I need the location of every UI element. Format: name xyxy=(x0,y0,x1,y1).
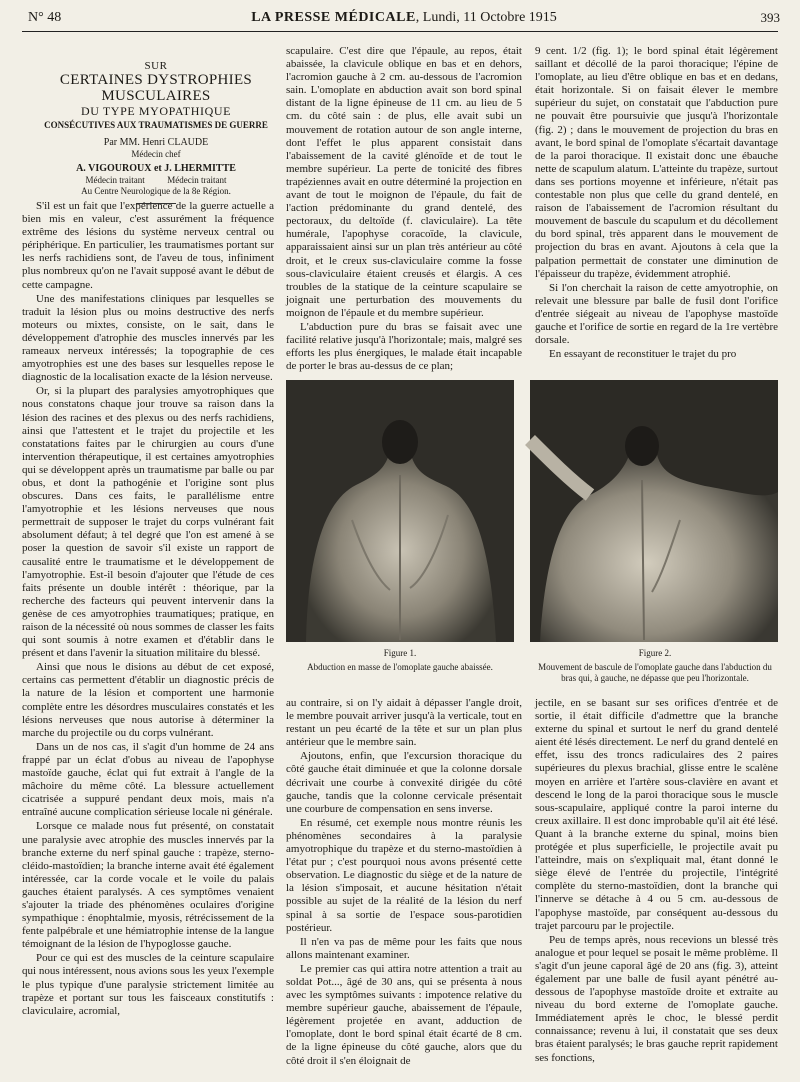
paragraph: En essayant de reconstituer le trajet du pro xyxy=(549,348,737,361)
coauthors: A. VIGOUROUX et J. LHERMITTE xyxy=(76,163,236,174)
header-rule xyxy=(22,31,778,32)
paragraph: L'abduction pure du bras se faisait avec une facilité relative jusqu'à l'horizontale; mais, malgré ses efforts les plus énergiques, le malade était incapable de porter le bras au-dessus de ce plan; xyxy=(286,320,522,373)
paragraph: Or, si la plupart des paralysies amyotrophiques que nous constatons chaque jour trouve sa raison dans la lésion des racines et des plexus ou des nerfs rachidiens, ainsi que l'attestent et le trajet du projectile et les constatations faites par le chirurgien au cours d'une intervention thérapeutique, il est certaines amyotrophies qui se développent après un traumatisme par balle ou par obus, et dont la pathogénie et l'origine sont plus obscures. Dans ces faits, le parallélisme entre l'amyotrophie et les lésions nerveuses que nous permettrait de supposer le trajet du corps vulnérant fait absolument défaut; à tel degré que l'on est amené à se poser la question de savoir s'il existe un rapport de causalité entre le traumatisme et le développement de l'amyotrophie. Est-il besoin d'ajouter que l'étude de ces faits présente un double intérêt : théorique, par la recherche des facteurs qui peuvent intervenir dans la genèse de ces amyotrophies traumatiques; pratique, en raison de la nécessité où nous sommes de classer les faits qui sont soumis à notre examen et d'établir dans le présent et dans l'avenir la situation militaire du blessé. xyxy=(22,385,274,660)
paragraph: Si l'on cherchait la raison de cette amyotrophie, on relevait une blessure par balle de fusil dont l'orifice d'entrée siégeait au niveau de l'apophyse mastoïde gauche et l'orifice de sortie en regard de la 1re vertèbre dorsale. xyxy=(535,281,778,347)
paragraph: Ajoutons, enfin, que l'excursion thoracique du côté gauche était diminuée et que la colonne dorsale décrivait une courbe à convexité dirigée du côté gauche, tandis que la colonne cervicale présentait une courbure de compensation en sens inverse. xyxy=(286,750,522,815)
title-sur: SUR xyxy=(144,60,168,72)
journal-line xyxy=(28,10,780,26)
figure-2-label: Figure 2. xyxy=(638,648,672,658)
figure-1-back-photo xyxy=(286,380,514,642)
paragraph: En résumé, cet exemple nous montre réunis les phénomènes secondaires à la paralysie amyotrophique du trapèze et du sterno-mastoïdien à l'état pur ; c'est pourquoi nous avons présenté cette observation. Le diagnostic du siège et de la nature de la lésion s'imposait, et aucune hésitation n'était possible au sujet de la réalité de la lésion du nerf spinal à sa sortie de l'espace sous-parotidien postérieur. xyxy=(286,816,522,934)
figure-2-photo xyxy=(530,380,778,642)
column-3-top xyxy=(535,45,778,363)
article-subtitle: DU TYPE MYOPATHIQUE xyxy=(80,104,232,118)
figure-2-back-photo xyxy=(530,380,778,642)
column-2-bottom xyxy=(286,697,522,1072)
issue-date: , Lundi, 11 Octobre 1915 xyxy=(415,10,557,25)
paragraph: Pour ce qui est des muscles de la ceinture scapulaire qui nous intéressent, nous avions sous les yeux l'exemple le plus typique d'une paralysie strictement limitée au trapèze et portant sur tous les faisceaux constitutifs : claviculaire, acromial, xyxy=(22,952,274,1017)
journal-title: LA PRESSE MÉDICALE xyxy=(251,10,416,25)
figure-1-label: Figure 1. xyxy=(383,648,417,658)
paragraph: Le premier cas qui attira notre attention a trait au soldat Pot..., âgé de 30 ans, qui se présenta à nous avec les symptômes suivants : impotence relative du membre supérieur gauche, abaissement de l'épaule, légèrement projetée en avant, adduction de l'omoplate, dont le bord spinal était écarté de 8 cm. de la ligne épineuse du côté gauche, alors que du côté droit il s'en éloignait de xyxy=(286,962,522,1067)
paragraph: jectile, en se basant sur ses orifices d'entrée et de sortie, il était difficile d'admettre que la branche externe du spinal et surtout le nerf du grand dentelé aient été lésés directement. Le nerf du grand dentelé en effet, issu des troncs radiculaires des 2 paires supérieures du plexus brachial, glisse entre le scalène moyen en arrière et l'artère sous-clavière en avant et descend le long de la paroi thoracique sous le muscle sous-scapulaire, appliqué contre la paroi interne du creux axillaire. Il est donc improbable qu'il ait été lésé. Quant à la branche externe du spinal, moins bien protégée et plus superficielle, le projectile avait pu l'atteindre, mais on s'expliquait mal, étant donné le siège élevé de l'entrée du projectile, l'intégrité complète du sterno-mastoïdien, dont la branche qui l'innerve se détache à 4 ou 5 cm. au-dessous de l'apophyse mastoïde, par conséquent au-dessous du trajet parcouru par le projectile. xyxy=(535,697,778,932)
article-title-block xyxy=(40,60,272,204)
paragraph: scapulaire. C'est dire que l'épaule, au repos, était abaissée, la clavicule oblique en bas et en dehors, l'acromion gauche à 2 cm. au-dessous de l'acromion sain. L'omoplate en abduction avait son bord spinal distant de la ligne épineuse de 11 cm. au lieu de 5 cm. du côté sain : de plus, elle avait subi un mouvement de rotation autour de son angle interne, dont l'effet le plus apparent consistait dans l'abaissement de la cavité glénoïde et de tout le membre supérieur. La perte de tonicité des fibres trapéziennes avait en outre déterminé la projection en avant de tout le moignon de l'épaule, du fait de l'action prédominante du grand dentelé, des pectoraux, du deltoïde (f. claviculaire). La tête humérale, l'apophyse coracoïde, la clavicule, apparaissaient ainsi sur un plan très antérieur au côté droit, et le creux sus-claviculaire comme la fosse sous-claviculaire étaient creusés et élargis. A ces troubles de la statique de la ceinture scapulaire se joignait une perturbation des mouvements du moignon de l'épaule et du membre supérieur. xyxy=(286,45,522,319)
affiliation: Au Centre Neurologique de la 8e Région. xyxy=(81,186,231,196)
paragraph: Dans un de nos cas, il s'agit d'un homme de 24 ans frappé par un éclat d'obus au niveau de l'apophyse mastoïde gauche, éclat qui fut extrait à l'angle de la mâchoire du même côté. La blessure actuellement cicatrisée a suppuré pendant deux mois, mais n'a entraîné aucune complication sérieuse locale ni générale. xyxy=(22,740,274,819)
paragraph: S'il est un fait que l'expérience de la guerre actuelle a bien mis en valeur, c'est assurément la fréquence extrême des lésions du système nerveux central ou périphérique. En particulier, les traumatismes portant sur les nerfs rachidiens sont, de l'aveu de tous, infiniment plus nombreux qu'on ne l'avait supposé avant le début de cette campagne. xyxy=(22,200,274,291)
paragraph: Peu de temps après, nous recevions un blessé très analogue et pour lequel se posait le même problème. Il s'agit d'un jeune caporal âgé de 20 ans (fig. 3), atteint également par une balle de fusil ayant pénétré au-dessous de l'apophyse mastoïde droite et extraite au niveau du bord externe de l'omoplate gauche. Immédiatement après le choc, le blessé perdit connaissance; revenu à lui, il constatait que ses deux bras étaient paralysés; le bras gauche reprit rapidement ses fonctions, xyxy=(535,933,778,1064)
paragraph: 9 cent. 1/2 (fig. 1); le bord spinal était légèrement saillant et décollé de la paroi thoracique; l'épine de l'omoplate, au lieu d'être oblique en bas et en dedans, était horizontale. Si on faisait élever le membre supérieur du sujet, on constatait que l'abduction pure ne pouvait être poursuivie que jusqu'à l'horizontale (fig. 2) ; dans le mouvement de projection du bras en avant, le bord spinal de l'omoplate s'écartait davantage de la paroi thoracique. Il existait donc une ébauche nette de scapulum alatum. L'atteinte du trapèze, surtout dans ses portions moyenne et inférieure, n'était pas contestable non plus que celle du grand dentelé, en raison de l'abaissement de l'acromion résultant du mouvement de bascule du scapulum et du décollement du bord spinal, très apparent dans le mouvement de projection du bras en avant. Ajoutons à cela que la palpation permettait de constater une diminution de l'épaisseur du trapèze, évidemment atrophié. xyxy=(535,45,778,280)
page-number: 393 xyxy=(760,10,780,25)
paragraph: Lorsque ce malade nous fut présenté, on constatait une paralysie avec atrophie des muscles innervés par la branche externe du nerf spinal gauche : trapèze, sterno-cléido-mastoïdien; la branche interne avait été également intéressée, car la corde vocale et le voile du palais gauches étaient paralysés. A ces symptômes venaient s'ajouter la triade des phénomènes oculaires d'origine sympathique : énophtalmie, myosis, rétrécissement de la fente palpébrale et une hémiatrophie intense de la langue témoignant de la lésion de l'hypoglosse gauche. xyxy=(22,820,274,951)
paragraph: Il n'en va pas de même pour les faits que nous allons maintenant examiner. xyxy=(286,935,522,961)
figure-1-caption xyxy=(286,648,514,673)
page-header xyxy=(28,10,780,30)
paragraph: Une des manifestations cliniques par lesquelles se traduit la lésion plus ou moins destructive des nerfs moteurs ou mixtes, consiste, on le sait, dans le développement d'atrophie des muscles innervés par les rameaux nerveux intéressés; la topographie de ces amyotrophies est une des bases sur lesquelles repose le diagnostic de la localisation exacte de la lésion nerveuse. xyxy=(22,292,274,384)
author-role: Médecin chef xyxy=(131,149,181,159)
paragraph: au contraire, si on l'y aidait à dépasser l'angle droit, le membre pouvait arriver jusqu'à la verticale, tout en restant un peu écarté de la tête et sur un plan plus antérieur que le membre sain. xyxy=(286,697,522,749)
column-2-top xyxy=(286,45,522,373)
figure-2-caption xyxy=(530,648,780,684)
figure-1-photo xyxy=(286,380,514,642)
column-1 xyxy=(22,200,274,1070)
article-title: CERTAINES DYSTROPHIES MUSCULAIRES xyxy=(59,72,253,104)
paragraph: Ainsi que nous le disions au début de cet exposé, certains cas permettent d'établir un diagnostic précis de la nature de la lésion et comportent une harmonie complète entre les désordres musculaires constatés et les lésions nerveuses que nous autorise à déterminer la marche du projectile ou du corps vulnérant. xyxy=(22,661,274,739)
issue-number: N° 48 xyxy=(28,10,62,25)
figure-1-caption-text: Abduction en masse de l'omoplate gauche abaissée. xyxy=(307,662,493,672)
column-3-bottom xyxy=(535,697,778,1072)
article-subtitle-2: CONSÉCUTIVES AUX TRAUMATISMES DE GUERRE xyxy=(44,120,268,130)
coauthors-roles: Médecin traitant Médecin traitant xyxy=(85,175,227,185)
author-line: Par MM. Henri CLAUDE xyxy=(103,137,209,148)
figure-2-caption-text: Mouvement de bascule de l'omoplate gauche dans l'abduction du bras qui, à gauche, ne dépasse que peu l'horizontale. xyxy=(538,662,772,683)
